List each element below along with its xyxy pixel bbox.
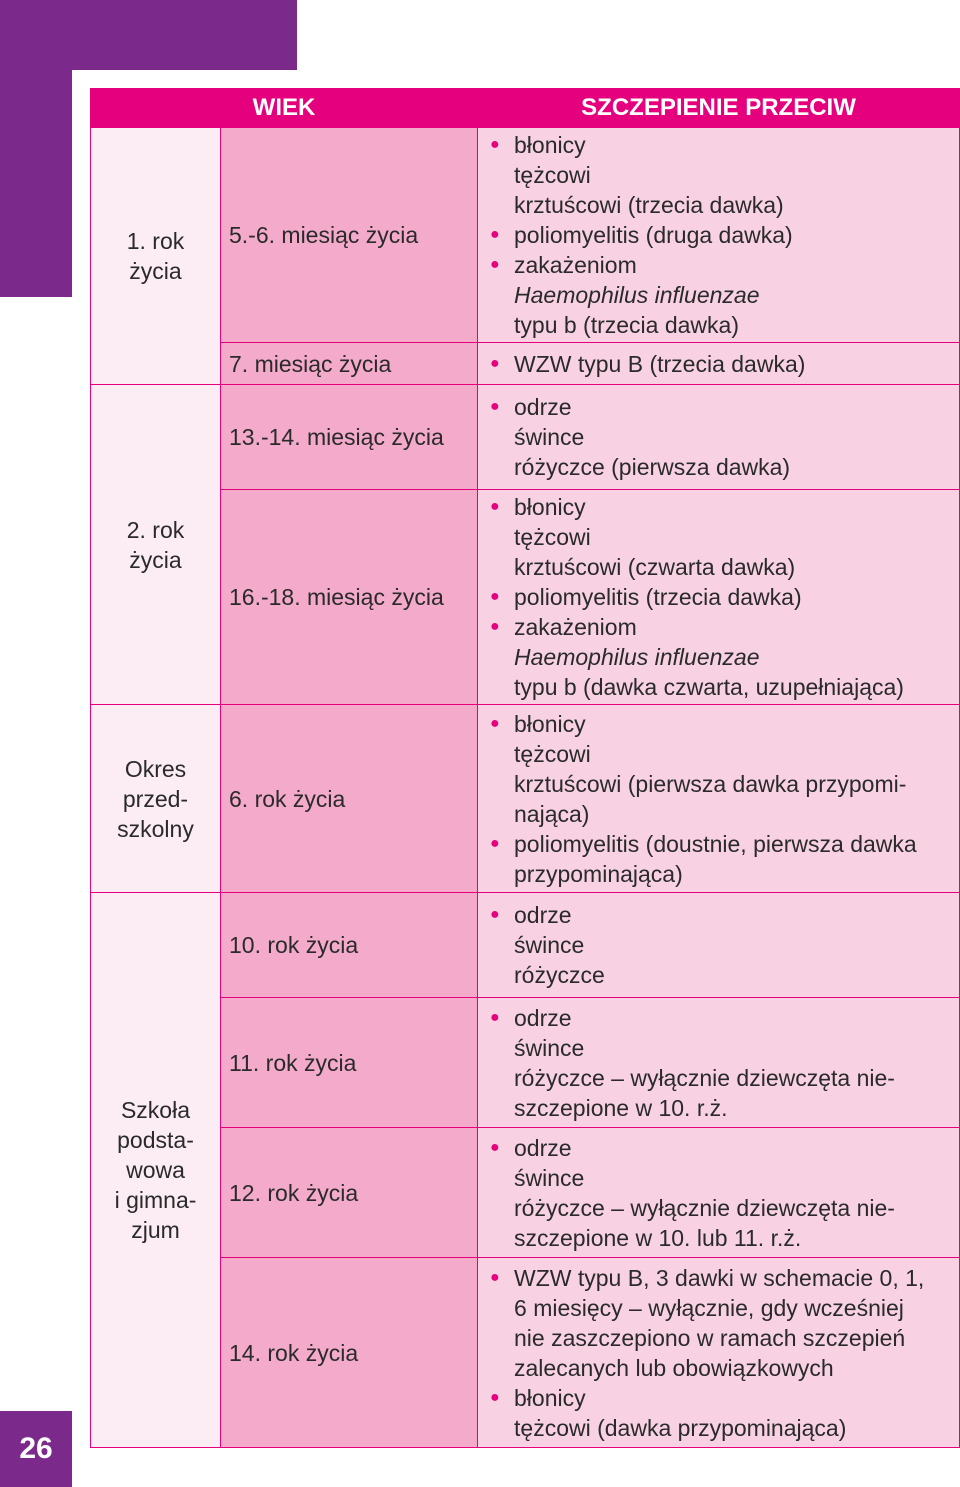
item-line: szczepione w 10. r.ż. bbox=[514, 1094, 728, 1121]
bullet-icon: ● bbox=[490, 354, 500, 372]
table-row bbox=[91, 1128, 960, 1258]
item-line: krztuścowi (czwarta dawka) bbox=[514, 554, 796, 580]
item-line: śwince bbox=[514, 932, 585, 958]
item-line: zalecanych lub obowiązkowych bbox=[514, 1354, 834, 1381]
bullet-icon: ● bbox=[490, 398, 500, 415]
item-line: błonicy bbox=[514, 710, 586, 737]
item-line-text: zakażeniom bbox=[514, 252, 637, 278]
period-cell: 10. rok życia bbox=[221, 893, 478, 998]
age-group-line: życia bbox=[129, 546, 182, 573]
list-item bbox=[490, 829, 951, 889]
table-header-row bbox=[91, 89, 960, 128]
item-line: typu b (trzecia dawka) bbox=[514, 312, 739, 338]
vaccination-cell bbox=[478, 343, 960, 385]
age-group-line: 2. rok bbox=[126, 516, 185, 543]
bullet-icon: ● bbox=[490, 1138, 500, 1156]
header-age: WIEK bbox=[91, 89, 478, 128]
table-row bbox=[91, 385, 960, 490]
bullet-icon: ● bbox=[490, 618, 500, 635]
list-item bbox=[490, 220, 951, 250]
list-item bbox=[490, 612, 951, 702]
vaccination-cell bbox=[478, 1258, 960, 1448]
item-line: krztuścowi (pierwsza dawka przypomi- bbox=[514, 770, 907, 797]
table-row bbox=[91, 705, 960, 893]
table-row bbox=[91, 490, 960, 705]
item-line: tężcowi bbox=[514, 740, 591, 767]
item-line: poliomyelitis (druga dawka) bbox=[514, 222, 793, 248]
vaccination-cell bbox=[478, 1128, 960, 1258]
list-item bbox=[490, 130, 951, 220]
age-group-line: przed- bbox=[122, 785, 189, 812]
item-line: błonicy bbox=[514, 1384, 586, 1411]
item-line: różyczce – wyłącznie dziewczęta nie- bbox=[514, 1064, 895, 1091]
item-line: WZW typu B (trzecia dawka) bbox=[514, 350, 806, 377]
vaccination-cell bbox=[478, 705, 960, 893]
list-item bbox=[490, 492, 951, 582]
item-line: nająca) bbox=[514, 800, 590, 827]
vaccination-cell bbox=[478, 998, 960, 1128]
list-item bbox=[490, 900, 951, 990]
item-line: poliomyelitis (doustnie, pierwsza dawka bbox=[514, 830, 917, 857]
vaccination-cell bbox=[478, 385, 960, 490]
bullet-icon: ● bbox=[490, 834, 500, 852]
bullet-icon: ● bbox=[490, 136, 500, 153]
table-row bbox=[91, 998, 960, 1128]
bullet-icon: ● bbox=[490, 714, 500, 732]
item-line: różyczce (pierwsza dawka) bbox=[514, 454, 791, 480]
table-row bbox=[91, 1258, 960, 1448]
item-line: błonicy bbox=[514, 132, 586, 158]
item-line-italic: Haemophilus influenzae bbox=[514, 644, 760, 670]
bullet-icon: ● bbox=[490, 1008, 500, 1026]
list-item bbox=[490, 1263, 951, 1383]
item-line: odrze bbox=[514, 902, 572, 928]
age-group-line: życia bbox=[129, 258, 182, 284]
item-line: nie zaszczepiono w ramach szczepień bbox=[514, 1324, 906, 1351]
item-line: 6 miesięcy – wyłącznie, gdy wcześniej bbox=[514, 1294, 904, 1321]
vaccination-cell bbox=[478, 490, 960, 705]
item-line: odrze bbox=[514, 1004, 572, 1031]
header-vaccination: SZCZEPIENIE PRZECIW bbox=[478, 89, 960, 128]
age-group-school bbox=[91, 893, 221, 1448]
item-line: tężcowi bbox=[514, 162, 591, 188]
period-cell: 16.-18. miesiąc życia bbox=[221, 490, 478, 705]
age-group-line: 1. rok bbox=[126, 228, 185, 254]
period-cell: 13.-14. miesiąc życia bbox=[221, 385, 478, 490]
list-item bbox=[490, 1383, 951, 1443]
list-item bbox=[490, 582, 951, 612]
item-line bbox=[514, 250, 951, 310]
age-group-first-year bbox=[91, 128, 221, 385]
list-item bbox=[490, 1133, 951, 1253]
item-line: typu b (dawka czwarta, uzupełniająca) bbox=[514, 674, 904, 700]
table-row bbox=[91, 128, 960, 343]
item-line: odrze bbox=[514, 1134, 572, 1161]
item-line: odrze bbox=[514, 394, 572, 420]
item-line: poliomyelitis (trzecia dawka) bbox=[514, 584, 802, 610]
vaccination-schedule-table bbox=[90, 88, 960, 1448]
age-group-line: Szkoła bbox=[120, 1097, 191, 1123]
item-line: krztuścowi (trzecia dawka) bbox=[514, 192, 784, 218]
item-line: różyczce – wyłącznie dziewczęta nie- bbox=[514, 1194, 895, 1221]
list-item bbox=[490, 709, 951, 829]
vaccination-cell bbox=[478, 893, 960, 998]
vaccination-cell bbox=[478, 128, 960, 343]
table-row bbox=[91, 343, 960, 385]
bullet-icon: ● bbox=[490, 226, 500, 243]
bullet-icon: ● bbox=[490, 256, 500, 273]
bullet-icon: ● bbox=[490, 588, 500, 605]
item-line bbox=[514, 612, 951, 672]
age-group-line: podsta- bbox=[117, 1127, 194, 1153]
item-line: śwince bbox=[514, 424, 585, 450]
age-group-line: i gimna- bbox=[114, 1187, 197, 1213]
item-line: śwince bbox=[514, 1034, 585, 1061]
item-line: błonicy bbox=[514, 494, 586, 520]
list-item bbox=[490, 349, 951, 379]
period-cell: 7. miesiąc życia bbox=[221, 343, 478, 385]
list-item bbox=[490, 392, 951, 482]
table-row bbox=[91, 893, 960, 998]
item-line: różyczce bbox=[514, 962, 605, 988]
bullet-icon: ● bbox=[490, 1268, 500, 1286]
period-cell: 5.-6. miesiąc życia bbox=[221, 128, 478, 343]
period-cell: 12. rok życia bbox=[221, 1128, 478, 1258]
item-line-text: zakażeniom bbox=[514, 614, 637, 640]
period-cell: 6. rok życia bbox=[221, 705, 478, 893]
age-group-preschool bbox=[91, 705, 221, 893]
age-group-line: Okres bbox=[124, 755, 187, 782]
item-line: śwince bbox=[514, 1164, 585, 1191]
bullet-icon: ● bbox=[490, 1388, 500, 1406]
age-group-line: wowa bbox=[126, 1157, 185, 1183]
item-line: przypominająca) bbox=[514, 860, 683, 887]
list-item bbox=[490, 1003, 951, 1123]
item-line: szczepione w 10. lub 11. r.ż. bbox=[514, 1224, 802, 1251]
item-line-italic: Haemophilus influenzae bbox=[514, 282, 760, 308]
age-group-line: szkolny bbox=[117, 815, 194, 842]
bullet-icon: ● bbox=[490, 906, 500, 923]
item-line: tężcowi (dawka przypominająca) bbox=[514, 1414, 847, 1441]
decorative-tab-side bbox=[0, 0, 72, 297]
period-cell: 14. rok życia bbox=[221, 1258, 478, 1448]
period-cell: 11. rok życia bbox=[221, 998, 478, 1128]
list-item bbox=[490, 250, 951, 340]
page-number: 26 bbox=[0, 1411, 72, 1487]
item-line: WZW typu B, 3 dawki w schemacie 0, 1, bbox=[514, 1264, 925, 1291]
bullet-icon: ● bbox=[490, 498, 500, 515]
age-group-line: zjum bbox=[131, 1217, 180, 1243]
item-line: tężcowi bbox=[514, 524, 591, 550]
age-group-second-year bbox=[91, 385, 221, 705]
